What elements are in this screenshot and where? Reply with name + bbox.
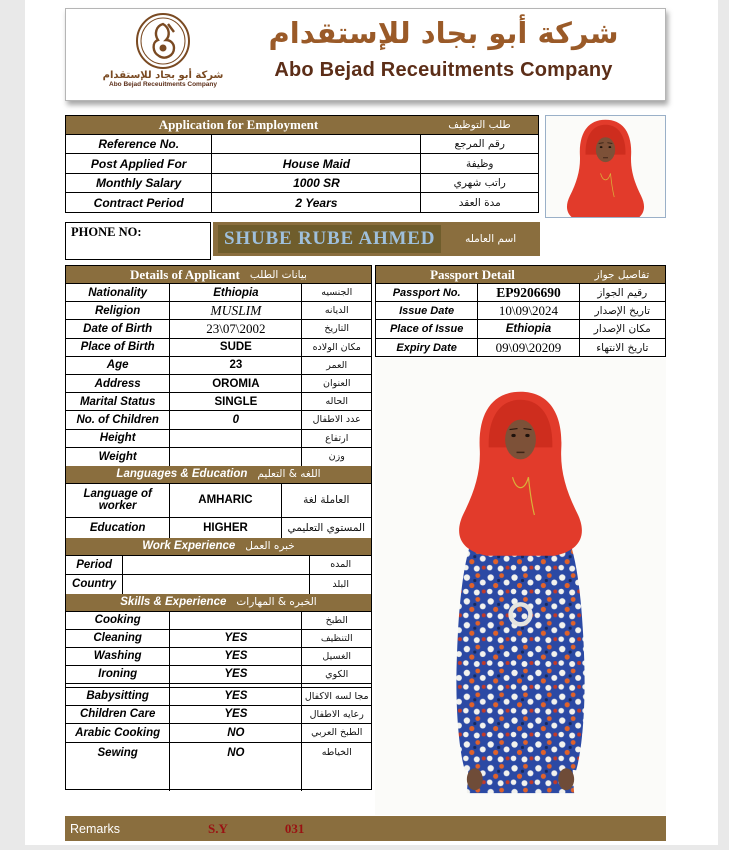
row-value: Ethiopia <box>170 284 302 301</box>
row-arabic-label: البلد <box>332 578 349 590</box>
row-value <box>123 575 310 594</box>
row-value: 2 Years <box>212 193 421 212</box>
table-row <box>66 411 371 429</box>
worker-name: SHUBE RUBE AHMED <box>218 225 441 253</box>
row-label: Country <box>66 575 123 594</box>
table-row <box>66 648 371 666</box>
table-row <box>66 706 371 724</box>
table-row <box>66 357 371 375</box>
row-label: Cleaning <box>66 630 170 647</box>
work-experience-rows <box>66 556 371 594</box>
applicant-rows <box>66 284 371 466</box>
languages-title-ar: اللغه & التعليم <box>257 468 321 481</box>
row-label: Education <box>66 518 170 538</box>
row-value: YES <box>170 706 302 723</box>
passport-table <box>375 265 666 357</box>
table-row <box>66 556 371 575</box>
document-page <box>25 0 718 845</box>
table-row <box>66 135 538 154</box>
row-value: MUSLIM <box>170 302 302 319</box>
worker-name-arabic-label: اسم العامله <box>465 233 517 245</box>
row-label: Sewing <box>66 743 170 791</box>
row-arabic-label: الديانه <box>324 305 349 317</box>
row-label: Post Applied For <box>66 154 212 172</box>
employment-title-en: Application for Employment <box>158 117 319 132</box>
applicant-portrait-photo <box>545 115 666 218</box>
row-label: Place of Issue <box>376 320 478 337</box>
logo-seal-icon <box>132 12 194 70</box>
row-label: No. of Children <box>66 411 170 428</box>
row-arabic-label: الحاله <box>325 396 349 408</box>
phone-label: PHONE NO: <box>71 225 142 239</box>
row-label: Language of worker <box>66 484 170 517</box>
row-value: YES <box>170 630 302 647</box>
table-row <box>66 393 371 411</box>
row-arabic-label: الطبخ العربي <box>311 727 363 739</box>
table-row <box>66 174 538 193</box>
row-label: Washing <box>66 648 170 665</box>
row-value <box>212 135 421 153</box>
company-titles <box>226 11 661 99</box>
table-row <box>66 724 371 743</box>
table-row <box>376 320 665 338</box>
table-row <box>376 284 665 302</box>
row-label: Children Care <box>66 706 170 723</box>
table-row <box>66 339 371 357</box>
row-value: EP9206690 <box>478 284 579 301</box>
row-arabic-label: العاملة لغة <box>303 494 350 507</box>
row-label: Expiry Date <box>376 339 478 357</box>
languages-title-en: Languages & Education <box>116 468 248 481</box>
row-label: Issue Date <box>376 302 478 319</box>
row-arabic-label: المستوي التعليمي <box>287 521 366 534</box>
row-value: 23\07\2002 <box>170 320 302 337</box>
row-label: Passport No. <box>376 284 478 301</box>
row-value: Ethiopia <box>478 320 579 337</box>
remarks-code-sy: S.Y <box>208 820 228 836</box>
phone-box <box>65 222 211 260</box>
row-value: YES <box>170 648 302 665</box>
row-arabic-label: العمر <box>326 359 348 371</box>
table-row <box>66 484 371 518</box>
table-row <box>66 320 371 338</box>
row-value: HIGHER <box>170 518 281 538</box>
row-arabic-label: العنوان <box>322 378 351 390</box>
table-row <box>66 448 371 466</box>
row-arabic-label <box>302 684 371 687</box>
section-header-details <box>66 266 371 284</box>
row-arabic-label: وظيفة <box>465 157 494 170</box>
table-row <box>66 688 371 706</box>
table-row <box>66 575 371 594</box>
company-header <box>65 8 666 101</box>
passport-rows <box>376 284 665 357</box>
row-label: Address <box>66 375 170 392</box>
table-row <box>66 743 371 791</box>
skills-title-en: Skills & Experience <box>120 596 227 609</box>
row-label: Ironing <box>66 666 170 683</box>
row-label: Cooking <box>66 612 170 629</box>
section-header-languages <box>66 466 371 484</box>
languages-rows <box>66 484 371 538</box>
row-label: Babysitting <box>66 688 170 705</box>
row-arabic-label: الطبخ <box>325 614 348 626</box>
table-row <box>376 339 665 357</box>
row-value: 10\09\2024 <box>478 302 579 319</box>
row-arabic-label: مدة العقد <box>458 196 501 209</box>
row-value: NO <box>170 724 302 742</box>
applicant-details-table <box>65 265 372 790</box>
row-arabic-label: رقيم الجواز <box>597 286 648 299</box>
row-arabic-label: الغسيل <box>322 650 352 662</box>
table-row <box>66 612 371 630</box>
row-arabic-label: تاريخ الإصدار <box>594 304 651 317</box>
row-value: YES <box>170 688 302 705</box>
row-value: AMHARIC <box>170 484 281 517</box>
row-arabic-label: عدد الاطفال <box>312 414 361 426</box>
details-title-en: Details of Applicant <box>130 266 240 282</box>
row-value: 09\09\20209 <box>478 339 579 357</box>
work-experience-title-ar: خبره العمل <box>245 540 295 553</box>
row-label: Contract Period <box>66 193 212 212</box>
passport-title-ar: تفاصيل جواز <box>594 268 650 281</box>
row-value: 0 <box>170 411 302 428</box>
row-label: Date of Birth <box>66 320 170 337</box>
row-value: 1000 SR <box>212 174 421 192</box>
row-arabic-label: رقم المرجع <box>454 138 505 151</box>
row-value <box>170 612 302 629</box>
employment-title-ar: طلب التوظيف <box>448 119 511 131</box>
applicant-full-body-photo <box>375 358 666 815</box>
table-row <box>66 666 371 684</box>
row-label: Place of Birth <box>66 339 170 356</box>
row-arabic-label: ارتفاع <box>325 432 349 444</box>
row-value: 23 <box>170 357 302 374</box>
row-arabic-label: التنظيف <box>320 632 353 644</box>
row-arabic-label: رعايه الاطفال <box>309 708 364 720</box>
row-arabic-label: تاريخ الانتهاء <box>596 341 649 354</box>
row-value: SINGLE <box>170 393 302 410</box>
remarks-bar <box>65 816 666 841</box>
row-value: House Maid <box>212 154 421 172</box>
employment-table-header <box>66 116 538 135</box>
work-experience-title-en: Work Experience <box>142 540 236 553</box>
row-label: Arabic Cooking <box>66 724 170 742</box>
row-label: Monthly Salary <box>66 174 212 192</box>
row-value: NO <box>170 743 302 791</box>
row-arabic-label: الخياطه <box>321 746 352 758</box>
row-arabic-label: التاريخ <box>324 323 350 335</box>
table-row <box>66 154 538 173</box>
row-arabic-label: مكان الولاده <box>312 341 361 353</box>
row-arabic-label: راتب شهري <box>453 176 506 189</box>
remarks-label: Remarks <box>70 821 121 836</box>
row-value <box>170 684 302 687</box>
company-title-english: Abo Bejad Receuitments Company <box>274 59 613 81</box>
row-value <box>170 430 302 447</box>
section-header-skills <box>66 594 371 612</box>
logo-arabic-label: شركة أبو بجاد للإستقدام <box>102 70 224 81</box>
row-label: Religion <box>66 302 170 319</box>
section-header-work-experience <box>66 538 371 556</box>
details-title-ar: بيانات الطلب <box>249 268 307 281</box>
employment-table <box>65 115 539 213</box>
row-value: SUDE <box>170 339 302 356</box>
row-label: Period <box>66 556 123 574</box>
row-arabic-label: وزن <box>328 451 345 463</box>
logo-english-label: Abo Bejad Receuitments Company <box>109 81 217 88</box>
table-row <box>376 302 665 320</box>
table-row <box>66 193 538 212</box>
row-label: Marital Status <box>66 393 170 410</box>
row-label: Height <box>66 430 170 447</box>
employment-rows <box>66 135 538 213</box>
row-label: Nationality <box>66 284 170 301</box>
skills-rows <box>66 612 371 791</box>
row-value: YES <box>170 666 302 683</box>
passport-table-header <box>376 266 665 284</box>
row-label: Age <box>66 357 170 374</box>
table-row <box>66 518 371 538</box>
row-arabic-label: مكان الإصدار <box>593 322 651 335</box>
company-title-arabic: شركة أبو بجاد للإستقدام <box>268 16 619 50</box>
table-row <box>66 302 371 320</box>
skills-title-ar: الخبره & المهارات <box>236 596 317 609</box>
company-logo <box>88 12 238 99</box>
passport-title-en: Passport Detail <box>430 266 515 282</box>
row-value <box>170 448 302 466</box>
row-arabic-label: المده <box>330 559 352 571</box>
row-arabic-label: الكوي <box>325 668 349 680</box>
worker-name-bar <box>213 222 540 256</box>
table-row <box>66 375 371 393</box>
row-value: OROMIA <box>170 375 302 392</box>
table-row <box>66 630 371 648</box>
table-row <box>66 430 371 448</box>
row-label <box>66 684 170 687</box>
row-value <box>123 556 310 574</box>
row-arabic-label: الجنسيه <box>321 287 353 299</box>
portrait-image <box>546 116 665 217</box>
remarks-code-number: 031 <box>284 820 305 836</box>
table-row <box>66 284 371 302</box>
row-label: Weight <box>66 448 170 466</box>
row-arabic-label: مجا لسه الاكفال <box>304 690 369 702</box>
full-body-image <box>375 358 666 815</box>
row-label: Reference No. <box>66 135 212 153</box>
